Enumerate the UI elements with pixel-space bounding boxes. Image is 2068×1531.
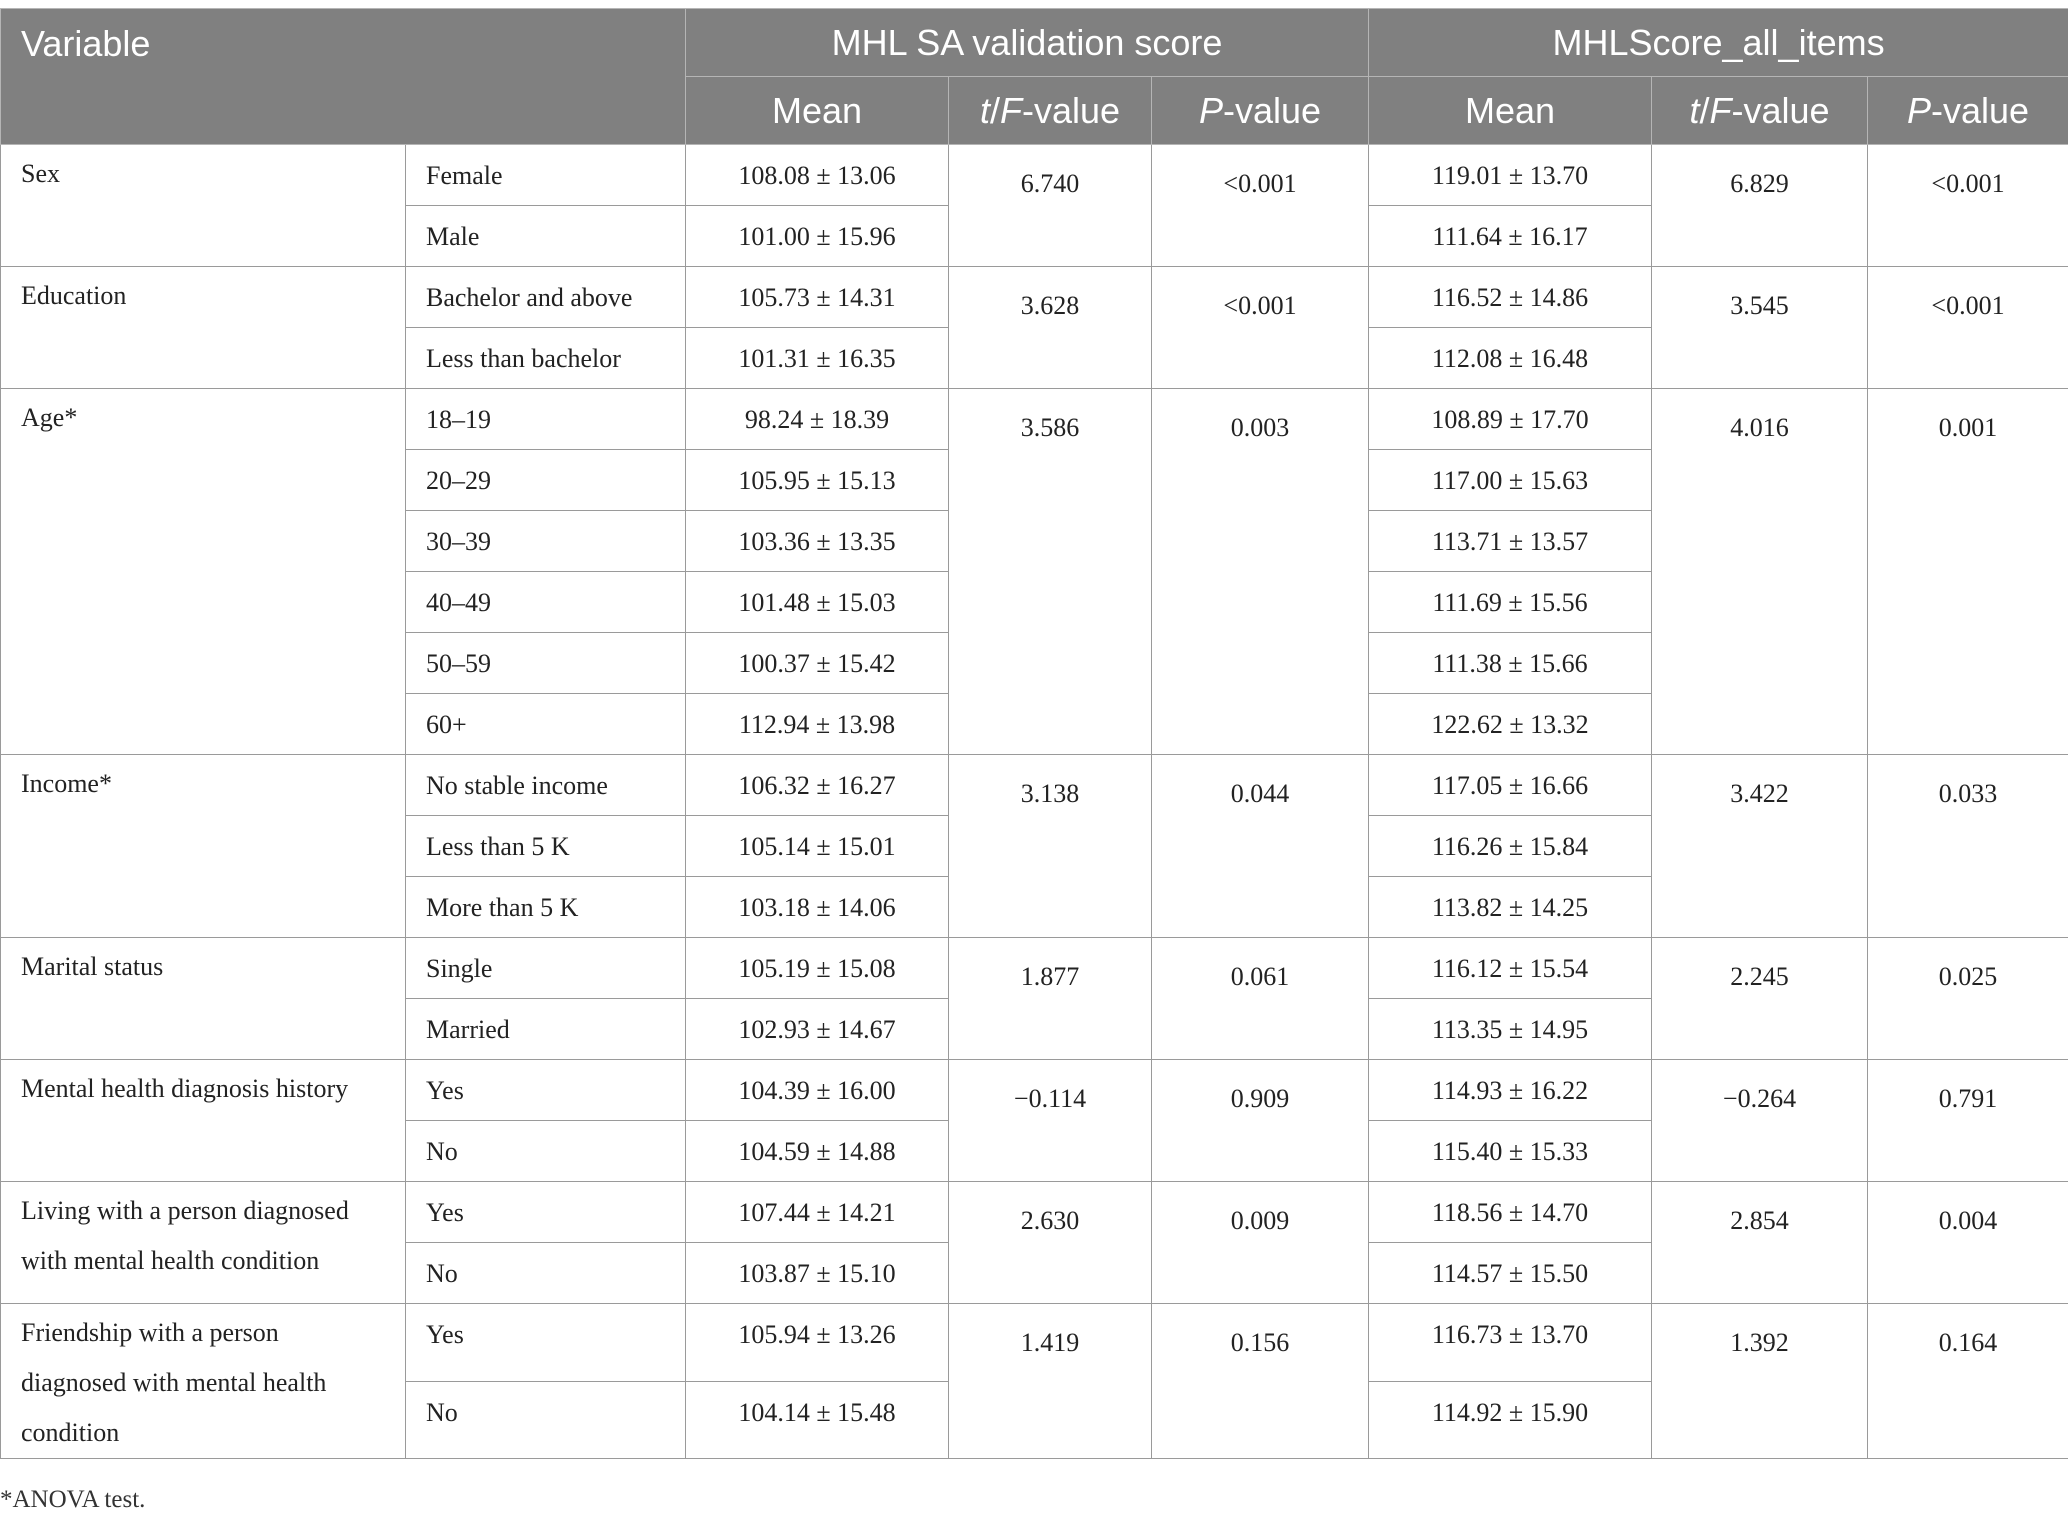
table-container — [0, 8, 2068, 1459]
table-row — [1, 145, 2068, 206]
tf1-cell: 3.628 — [949, 267, 1152, 389]
level-cell: More than 5 K — [406, 877, 686, 938]
mean1-cell: 104.39 ± 16.00 — [686, 1060, 949, 1121]
mean1-cell: 103.87 ± 15.10 — [686, 1243, 949, 1304]
level-cell: Less than 5 K — [406, 816, 686, 877]
mean1-cell: 105.14 ± 15.01 — [686, 816, 949, 877]
mean2-cell: 116.73 ± 13.70 — [1369, 1304, 1652, 1382]
tf2-cell: 2.854 — [1652, 1182, 1868, 1304]
mean2-cell: 113.71 ± 13.57 — [1369, 511, 1652, 572]
table-row — [1, 389, 2068, 450]
variable-cell: Age* — [1, 389, 406, 755]
mean1-cell: 98.24 ± 18.39 — [686, 389, 949, 450]
tf-value-header: t/F-value — [1652, 77, 1868, 145]
level-cell: No stable income — [406, 755, 686, 816]
table-row — [1, 1182, 2068, 1243]
level-cell: Single — [406, 938, 686, 999]
mean-header: Mean — [686, 77, 949, 145]
level-cell: Married — [406, 999, 686, 1060]
group-header-mhlscore: MHLScore_all_items — [1369, 9, 2068, 77]
tf2-cell: 3.545 — [1652, 267, 1868, 389]
mean1-cell: 101.00 ± 15.96 — [686, 206, 949, 267]
p-value-header: P-value — [1868, 77, 2068, 145]
mean1-cell: 112.94 ± 13.98 — [686, 694, 949, 755]
level-cell: Female — [406, 145, 686, 206]
tf1-cell: 3.138 — [949, 755, 1152, 938]
level-cell: Less than bachelor — [406, 328, 686, 389]
level-cell: Yes — [406, 1182, 686, 1243]
tf-value-header: t/F-value — [949, 77, 1152, 145]
mean2-cell: 114.57 ± 15.50 — [1369, 1243, 1652, 1304]
p2-cell: <0.001 — [1868, 267, 2068, 389]
table-row — [1, 755, 2068, 816]
level-cell: 40–49 — [406, 572, 686, 633]
p1-cell: 0.909 — [1152, 1060, 1369, 1182]
p1-cell: 0.044 — [1152, 755, 1369, 938]
tf1-cell: 3.586 — [949, 389, 1152, 755]
mean2-cell: 116.52 ± 14.86 — [1369, 267, 1652, 328]
table-row — [1, 1304, 2068, 1382]
p2-cell: 0.004 — [1868, 1182, 2068, 1304]
p2-cell: 0.033 — [1868, 755, 2068, 938]
mean1-cell: 105.95 ± 15.13 — [686, 450, 949, 511]
mean1-cell: 105.73 ± 14.31 — [686, 267, 949, 328]
variable-cell: Mental health diagnosis history — [1, 1060, 406, 1182]
variable-cell: Friendship with a person diagnosed with mental health condition — [1, 1304, 406, 1459]
mean2-cell: 113.35 ± 14.95 — [1369, 999, 1652, 1060]
level-cell: No — [406, 1243, 686, 1304]
p1-cell: 0.003 — [1152, 389, 1369, 755]
mean2-cell: 114.93 ± 16.22 — [1369, 1060, 1652, 1121]
table-row — [1, 1060, 2068, 1121]
tf1-cell: 1.419 — [949, 1304, 1152, 1459]
mean2-cell: 116.26 ± 15.84 — [1369, 816, 1652, 877]
level-cell: Male — [406, 206, 686, 267]
mean2-cell: 111.69 ± 15.56 — [1369, 572, 1652, 633]
mean2-cell: 113.82 ± 14.25 — [1369, 877, 1652, 938]
mean2-cell: 111.38 ± 15.66 — [1369, 633, 1652, 694]
tf2-cell: 6.829 — [1652, 145, 1868, 267]
mean2-cell: 117.05 ± 16.66 — [1369, 755, 1652, 816]
tf2-cell: 4.016 — [1652, 389, 1868, 755]
mean1-cell: 106.32 ± 16.27 — [686, 755, 949, 816]
mean2-cell: 114.92 ± 15.90 — [1369, 1381, 1652, 1459]
mean2-cell: 112.08 ± 16.48 — [1369, 328, 1652, 389]
tf1-cell: 2.630 — [949, 1182, 1152, 1304]
p2-cell: 0.001 — [1868, 389, 2068, 755]
p2-cell: <0.001 — [1868, 145, 2068, 267]
group-header-mhl-sa: MHL SA validation score — [686, 9, 1369, 77]
p1-cell: 0.156 — [1152, 1304, 1369, 1459]
variable-cell: Living with a person diagnosed with mental health condition — [1, 1182, 406, 1304]
mean1-cell: 105.19 ± 15.08 — [686, 938, 949, 999]
mean1-cell: 103.18 ± 14.06 — [686, 877, 949, 938]
mean1-cell: 100.37 ± 15.42 — [686, 633, 949, 694]
mean2-cell: 118.56 ± 14.70 — [1369, 1182, 1652, 1243]
mean2-cell: 117.00 ± 15.63 — [1369, 450, 1652, 511]
mean1-cell: 108.08 ± 13.06 — [686, 145, 949, 206]
table-row — [1, 938, 2068, 999]
mean1-cell: 103.36 ± 13.35 — [686, 511, 949, 572]
tf1-cell: −0.114 — [949, 1060, 1152, 1182]
level-cell: 30–39 — [406, 511, 686, 572]
mean1-cell: 104.14 ± 15.48 — [686, 1381, 949, 1459]
mean2-cell: 119.01 ± 13.70 — [1369, 145, 1652, 206]
mean1-cell: 107.44 ± 14.21 — [686, 1182, 949, 1243]
level-cell: 20–29 — [406, 450, 686, 511]
level-cell: Yes — [406, 1304, 686, 1382]
tf2-cell: 3.422 — [1652, 755, 1868, 938]
level-cell: 50–59 — [406, 633, 686, 694]
tf2-cell: −0.264 — [1652, 1060, 1868, 1182]
tf2-cell: 2.245 — [1652, 938, 1868, 1060]
variable-cell: Education — [1, 267, 406, 389]
variable-cell: Sex — [1, 145, 406, 267]
p1-cell: 0.009 — [1152, 1182, 1369, 1304]
mean1-cell: 101.31 ± 16.35 — [686, 328, 949, 389]
table-header — [1, 9, 2068, 145]
mean2-cell: 111.64 ± 16.17 — [1369, 206, 1652, 267]
table-row — [1, 267, 2068, 328]
p1-cell: 0.061 — [1152, 938, 1369, 1060]
level-cell: 18–19 — [406, 389, 686, 450]
mean1-cell: 101.48 ± 15.03 — [686, 572, 949, 633]
mean1-cell: 104.59 ± 14.88 — [686, 1121, 949, 1182]
variable-cell: Marital status — [1, 938, 406, 1060]
variable-header: Variable — [1, 9, 686, 145]
level-cell: 60+ — [406, 694, 686, 755]
level-cell: Yes — [406, 1060, 686, 1121]
table-body — [1, 145, 2068, 1459]
mean2-cell: 115.40 ± 15.33 — [1369, 1121, 1652, 1182]
p1-cell: <0.001 — [1152, 267, 1369, 389]
mean2-cell: 108.89 ± 17.70 — [1369, 389, 1652, 450]
level-cell: No — [406, 1121, 686, 1182]
footnote: *ANOVA test. — [0, 1486, 146, 1513]
tf1-cell: 6.740 — [949, 145, 1152, 267]
mean1-cell: 102.93 ± 14.67 — [686, 999, 949, 1060]
variable-cell: Income* — [1, 755, 406, 938]
mean2-cell: 122.62 ± 13.32 — [1369, 694, 1652, 755]
mean-header: Mean — [1369, 77, 1652, 145]
level-cell: Bachelor and above — [406, 267, 686, 328]
p2-cell: 0.164 — [1868, 1304, 2068, 1459]
mean2-cell: 116.12 ± 15.54 — [1369, 938, 1652, 999]
level-cell: No — [406, 1381, 686, 1459]
tf1-cell: 1.877 — [949, 938, 1152, 1060]
p2-cell: 0.791 — [1868, 1060, 2068, 1182]
mean1-cell: 105.94 ± 13.26 — [686, 1304, 949, 1382]
p-value-header: P-value — [1152, 77, 1369, 145]
p2-cell: 0.025 — [1868, 938, 2068, 1060]
results-table — [0, 8, 2068, 1459]
tf2-cell: 1.392 — [1652, 1304, 1868, 1459]
p1-cell: <0.001 — [1152, 145, 1369, 267]
